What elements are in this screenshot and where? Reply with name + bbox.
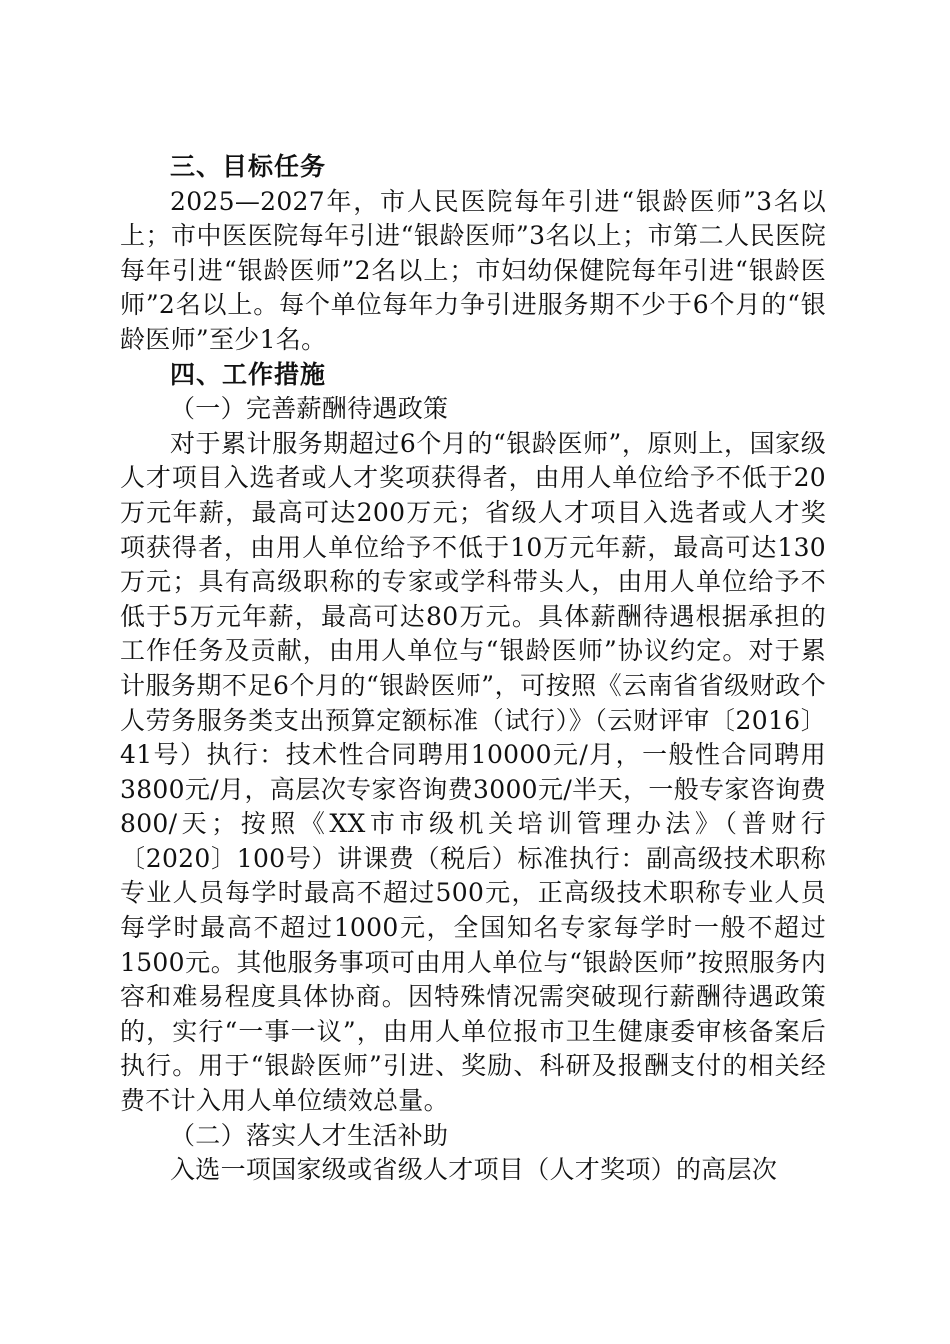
paragraph-targets: 2025—2027年，市人民医院每年引进“银龄医师”3名以上；市中医医院每年引进“银龄医师”3名以上；市第二人民医院每年引进“银龄医师”2名以上；市妇幼保健院每年引进“银龄医师”2名以上。每个单位每年力争引进服务期不少于6个月的“银龄医师”至少1名。 <box>120 186 826 354</box>
section-heading-targets: 三、目标任务 <box>170 152 327 181</box>
paragraph-subsidy: 入选一项国家级或省级人才项目（人才奖项）的高层次 <box>170 1155 778 1185</box>
subsection-heading-salary: （一）完善薪酬待遇政策 <box>170 394 449 424</box>
subsection-heading-subsidy: （二）落实人才生活补助 <box>170 1120 449 1150</box>
document-page <box>120 150 826 1188</box>
section-heading-measures: 四、工作措施 <box>170 359 327 389</box>
paragraph-salary: 对于累计服务期超过6个月的“银龄医师”，原则上，国家级人才项目入选者或人才奖项获得者，由用人单位给予不低于20万元年薪，最高可达200万元；省级人才项目入选者或人才奖项获得者，由用人单位给予不低于10万元年薪，最高可达130万元；具有高级职称的专家或学科带头人，由用人单位给予不低于5万元年薪，最高可达80万元。具体薪酬待遇根据承担的工作任务及贡献，由用人单位与“银龄医师”协议约定。对于累计服务期不足6个月的“银龄医师”，可按照《云南省省级财政个人劳务服务类支出预算定额标准（试行）》（云财评审〔2016〕41号）执行：技术性合同聘用10000元/月，一般性合同聘用3800元/月，高层次专家咨询费3000元/半天，一般专家咨询费800/天；按照《XX市市级机关培训管理办法》（普财行〔2020〕100号）讲课费（税后）标准执行：副高级技术职称专业人员每学时最高不超过500元，正高级技术职称专业人员每学时最高不超过1000元，全国知名专家每学时一般不超过1500元。其他服务事项可由用人单位与“银龄医师”按照服务内容和难易程度具体协商。因特殊情况需突破现行薪酬待遇政策的，实行“一事一议”，由用人单位报市卫生健康委审核备案后执行。用于“银龄医师”引进、奖励、科研及报酬支付的相关经费不计入用人单位绩效总量。 <box>120 428 827 1116</box>
